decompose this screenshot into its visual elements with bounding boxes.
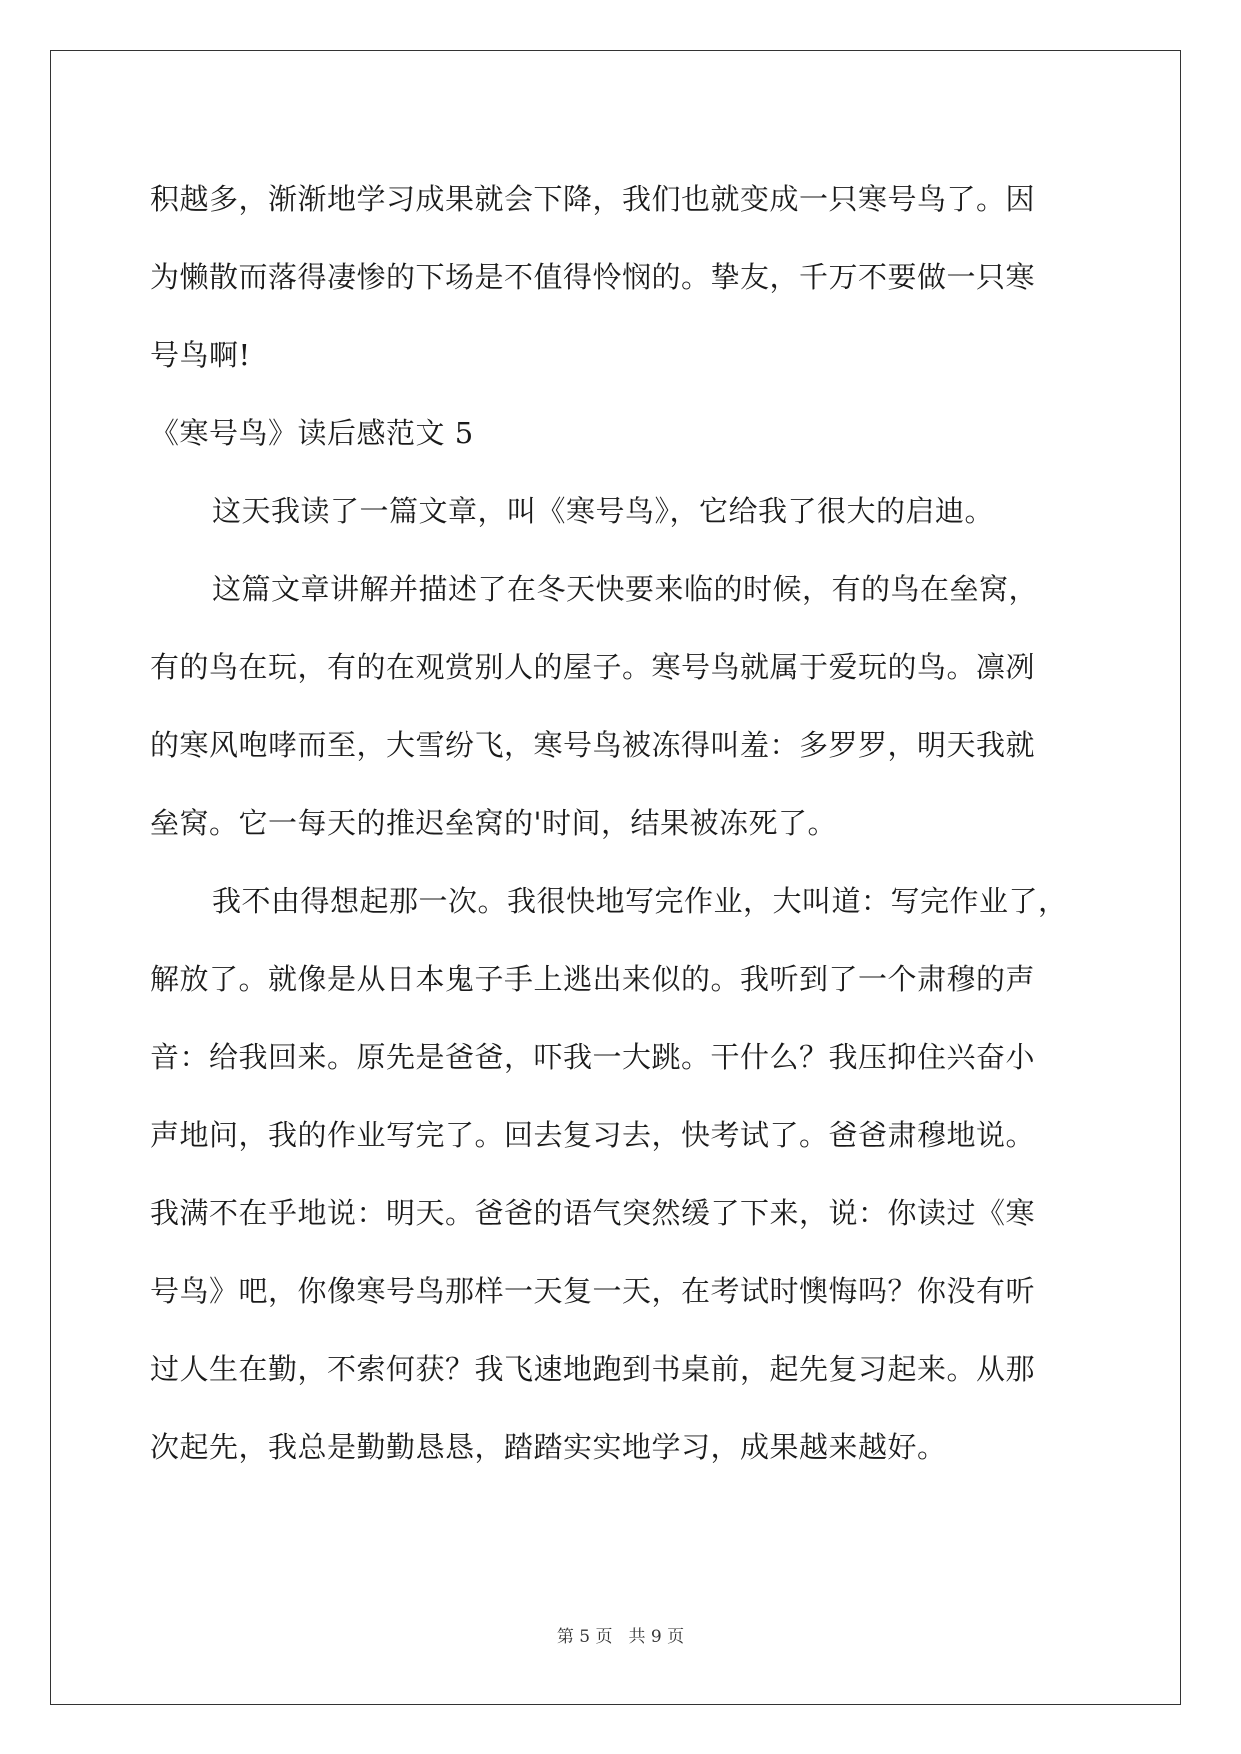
text-line: 声地问，我的作业写完了。回去复习去，快考试了。爸爸肃穆地说。	[150, 1118, 1036, 1152]
document-body	[150, 160, 1090, 1486]
text-line: 有的鸟在玩，有的在观赏别人的屋子。寒号鸟就属于爱玩的鸟。凛冽	[150, 650, 1036, 684]
text-line: 解放了。就像是从日本鬼子手上逃出来似的。我听到了一个肃穆的声	[150, 962, 1036, 996]
paragraph-start: 这天我读了一篇文章，叫《寒号鸟》，它给我了很大的启迪。	[212, 494, 995, 528]
section-heading: 《寒号鸟》读后感范文 5	[150, 416, 474, 450]
text-line: 垒窝。它一每天的推迟垒窝的'时间，结果被冻死了。	[150, 806, 837, 840]
text-line: 我满不在乎地说：明天。爸爸的语气突然缓了下来，说：你读过《寒	[150, 1196, 1036, 1230]
text-line: 积越多，渐渐地学习成果就会下降，我们也就变成一只寒号鸟了。因	[150, 182, 1036, 216]
text-line: 过人生在勤，不索何获？我飞速地跑到书桌前，起先复习起来。从那	[150, 1352, 1036, 1386]
text-line: 为懒散而落得凄惨的下场是不值得怜悯的。挚友，千万不要做一只寒	[150, 260, 1036, 294]
paragraph-start: 这篇文章讲解并描述了在冬天快要来临的时候，有的鸟在垒窝，	[212, 572, 1039, 606]
text-line: 音：给我回来。原先是爸爸，吓我一大跳。干什么？我压抑住兴奋小	[150, 1040, 1036, 1074]
page-total: 共 9 页	[628, 1627, 685, 1647]
page-number: 第 5 页	[556, 1627, 613, 1647]
text-line: 次起先，我总是勤勤恳恳，踏踏实实地学习，成果越来越好。	[150, 1430, 947, 1464]
text-line: 的寒风咆哮而至，大雪纷飞，寒号鸟被冻得叫羞：多罗罗，明天我就	[150, 728, 1036, 762]
page-footer	[0, 1622, 1241, 1647]
text-line: 号鸟啊!	[150, 338, 251, 372]
paragraph-start: 我不由得想起那一次。我很快地写完作业，大叫道：写完作业了，	[212, 884, 1068, 918]
text-line: 号鸟》吧，你像寒号鸟那样一天复一天，在考试时懊悔吗？你没有听	[150, 1274, 1036, 1308]
